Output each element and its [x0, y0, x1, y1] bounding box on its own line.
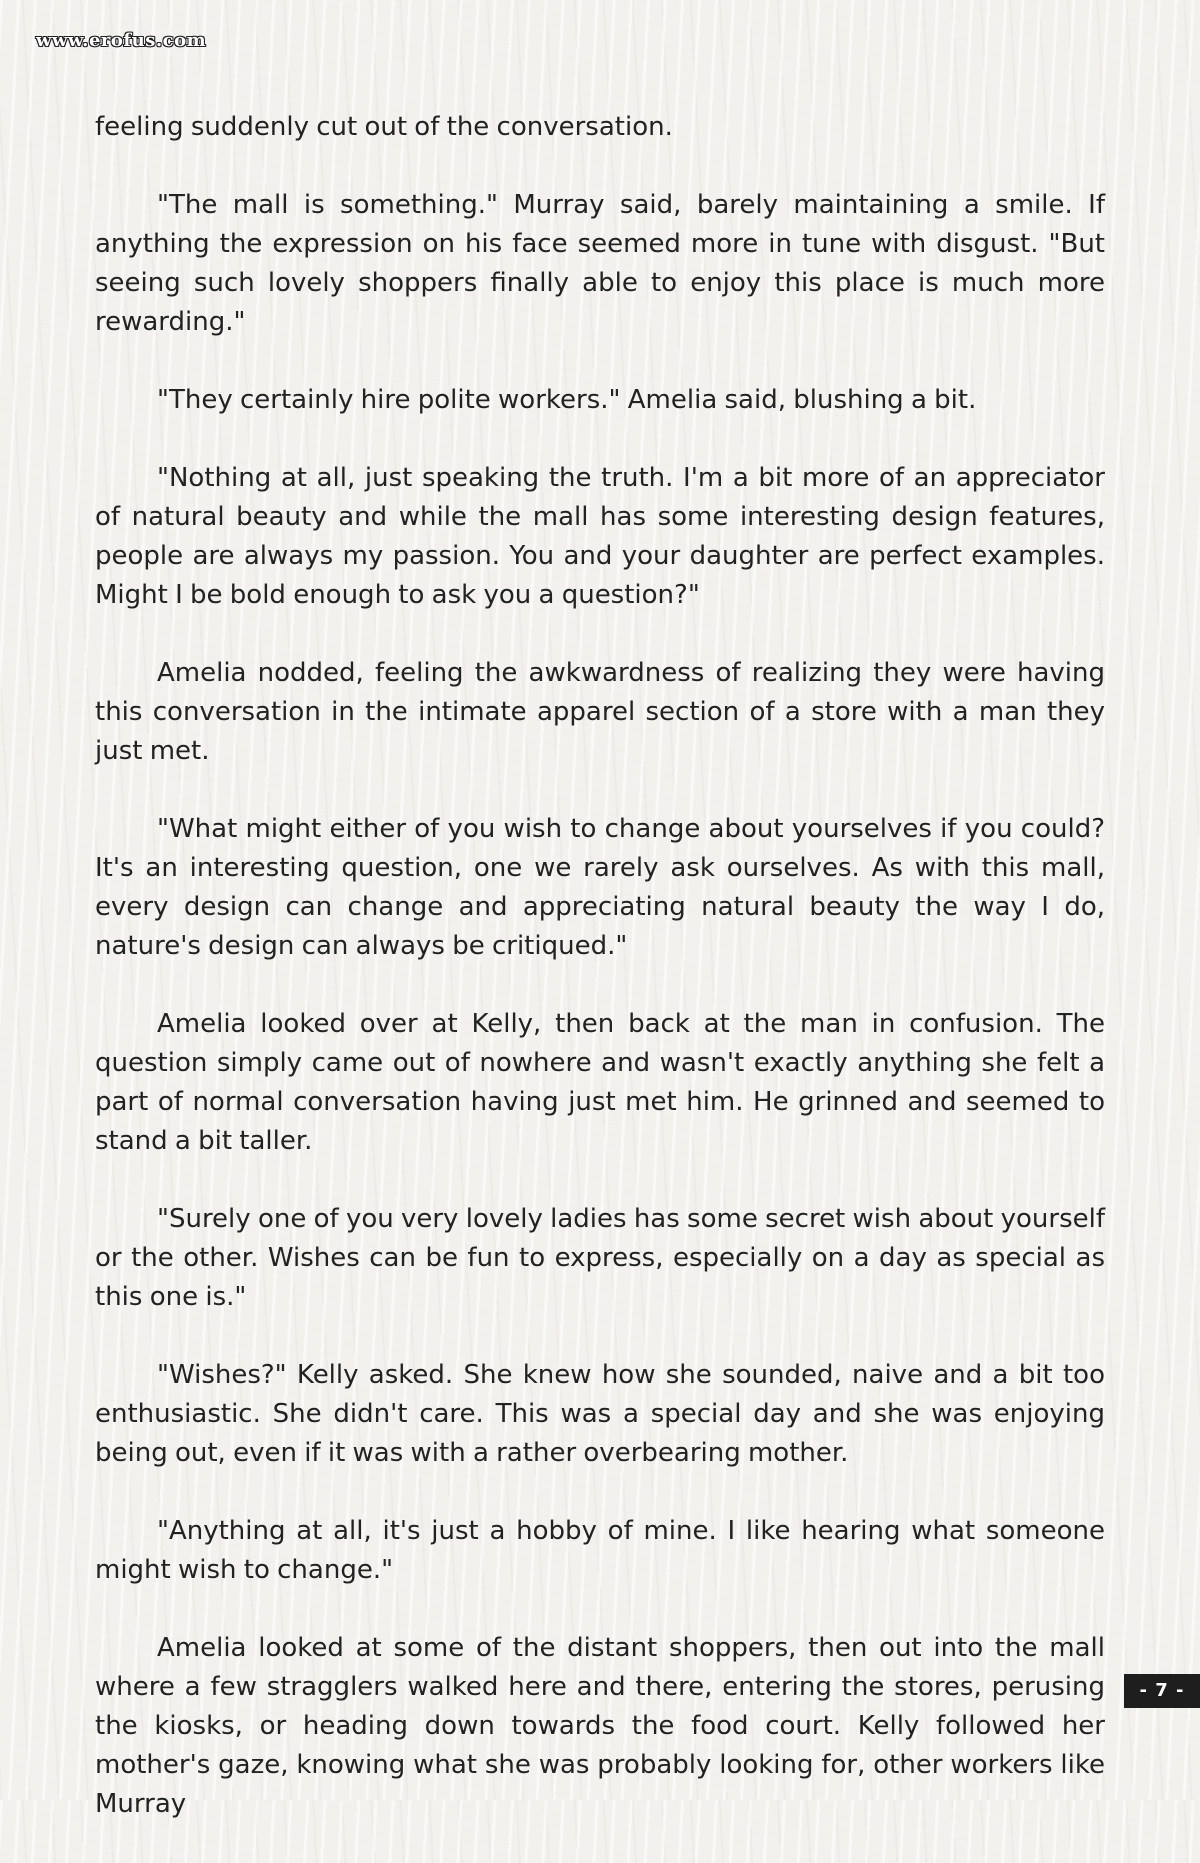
paragraph: "Wishes?" Kelly asked. She knew how she sounded, naive and a bit too enthusiastic. She didn't care. This was a special day and she was enjoying being out, even if it was with a rather overbearing mother.	[95, 1360, 1105, 1468]
paragraph: "They certainly hire polite workers." Amelia said, blushing a bit.	[157, 385, 977, 415]
site-watermark: www.erofus.com	[36, 30, 207, 51]
paragraph: Amelia looked over at Kelly, then back at the man in confusion. The question simply came out of nowhere and wasn't exactly anything she felt a part of normal conversation having just met him. He grinned and seemed to stand a bit taller.	[95, 1009, 1105, 1156]
page-number-badge: - 7 -	[1124, 1674, 1200, 1708]
paragraph: "Surely one of you very lovely ladies has some secret wish about yourself or the other. Wishes can be fun to express, especially on a day as special as this one is."	[95, 1204, 1105, 1312]
story-text	[95, 108, 1105, 1863]
paragraph: Amelia looked at some of the distant shoppers, then out into the mall where a few stragglers walked here and there, entering the stores, perusing the kiosks, or heading down towards the food court. Kelly followed her mother's gaze, knowing what she was probably looking for, other workers like Murray	[95, 1633, 1105, 1819]
paragraph: "Anything at all, it's just a hobby of mine. I like hearing what someone might wish to change."	[95, 1516, 1105, 1585]
paragraph: feeling suddenly cut out of the conversation.	[95, 112, 673, 142]
paragraph: Amelia nodded, feeling the awkwardness of realizing they were having this conversation in the intimate apparel section of a store with a man they just met.	[95, 658, 1105, 766]
paragraph: "What might either of you wish to change about yourselves if you could? It's an interesting question, one we rarely ask ourselves. As with this mall, every design can change and appreciating natural beauty the way I do, nature's design can always be critiqued."	[95, 814, 1105, 961]
paragraph: "Nothing at all, just speaking the truth. I'm a bit more of an appreciator of natural beauty and while the mall has some interesting design features, people are always my passion. You and your daughter are perfect examples. Might I be bold enough to ask you a question?"	[95, 463, 1105, 610]
paragraph: "The mall is something." Murray said, barely maintaining a smile. If anything the expression on his face seemed more in tune with disgust. "But seeing such lovely shoppers finally able to enjoy this place is much more rewarding."	[95, 190, 1105, 337]
